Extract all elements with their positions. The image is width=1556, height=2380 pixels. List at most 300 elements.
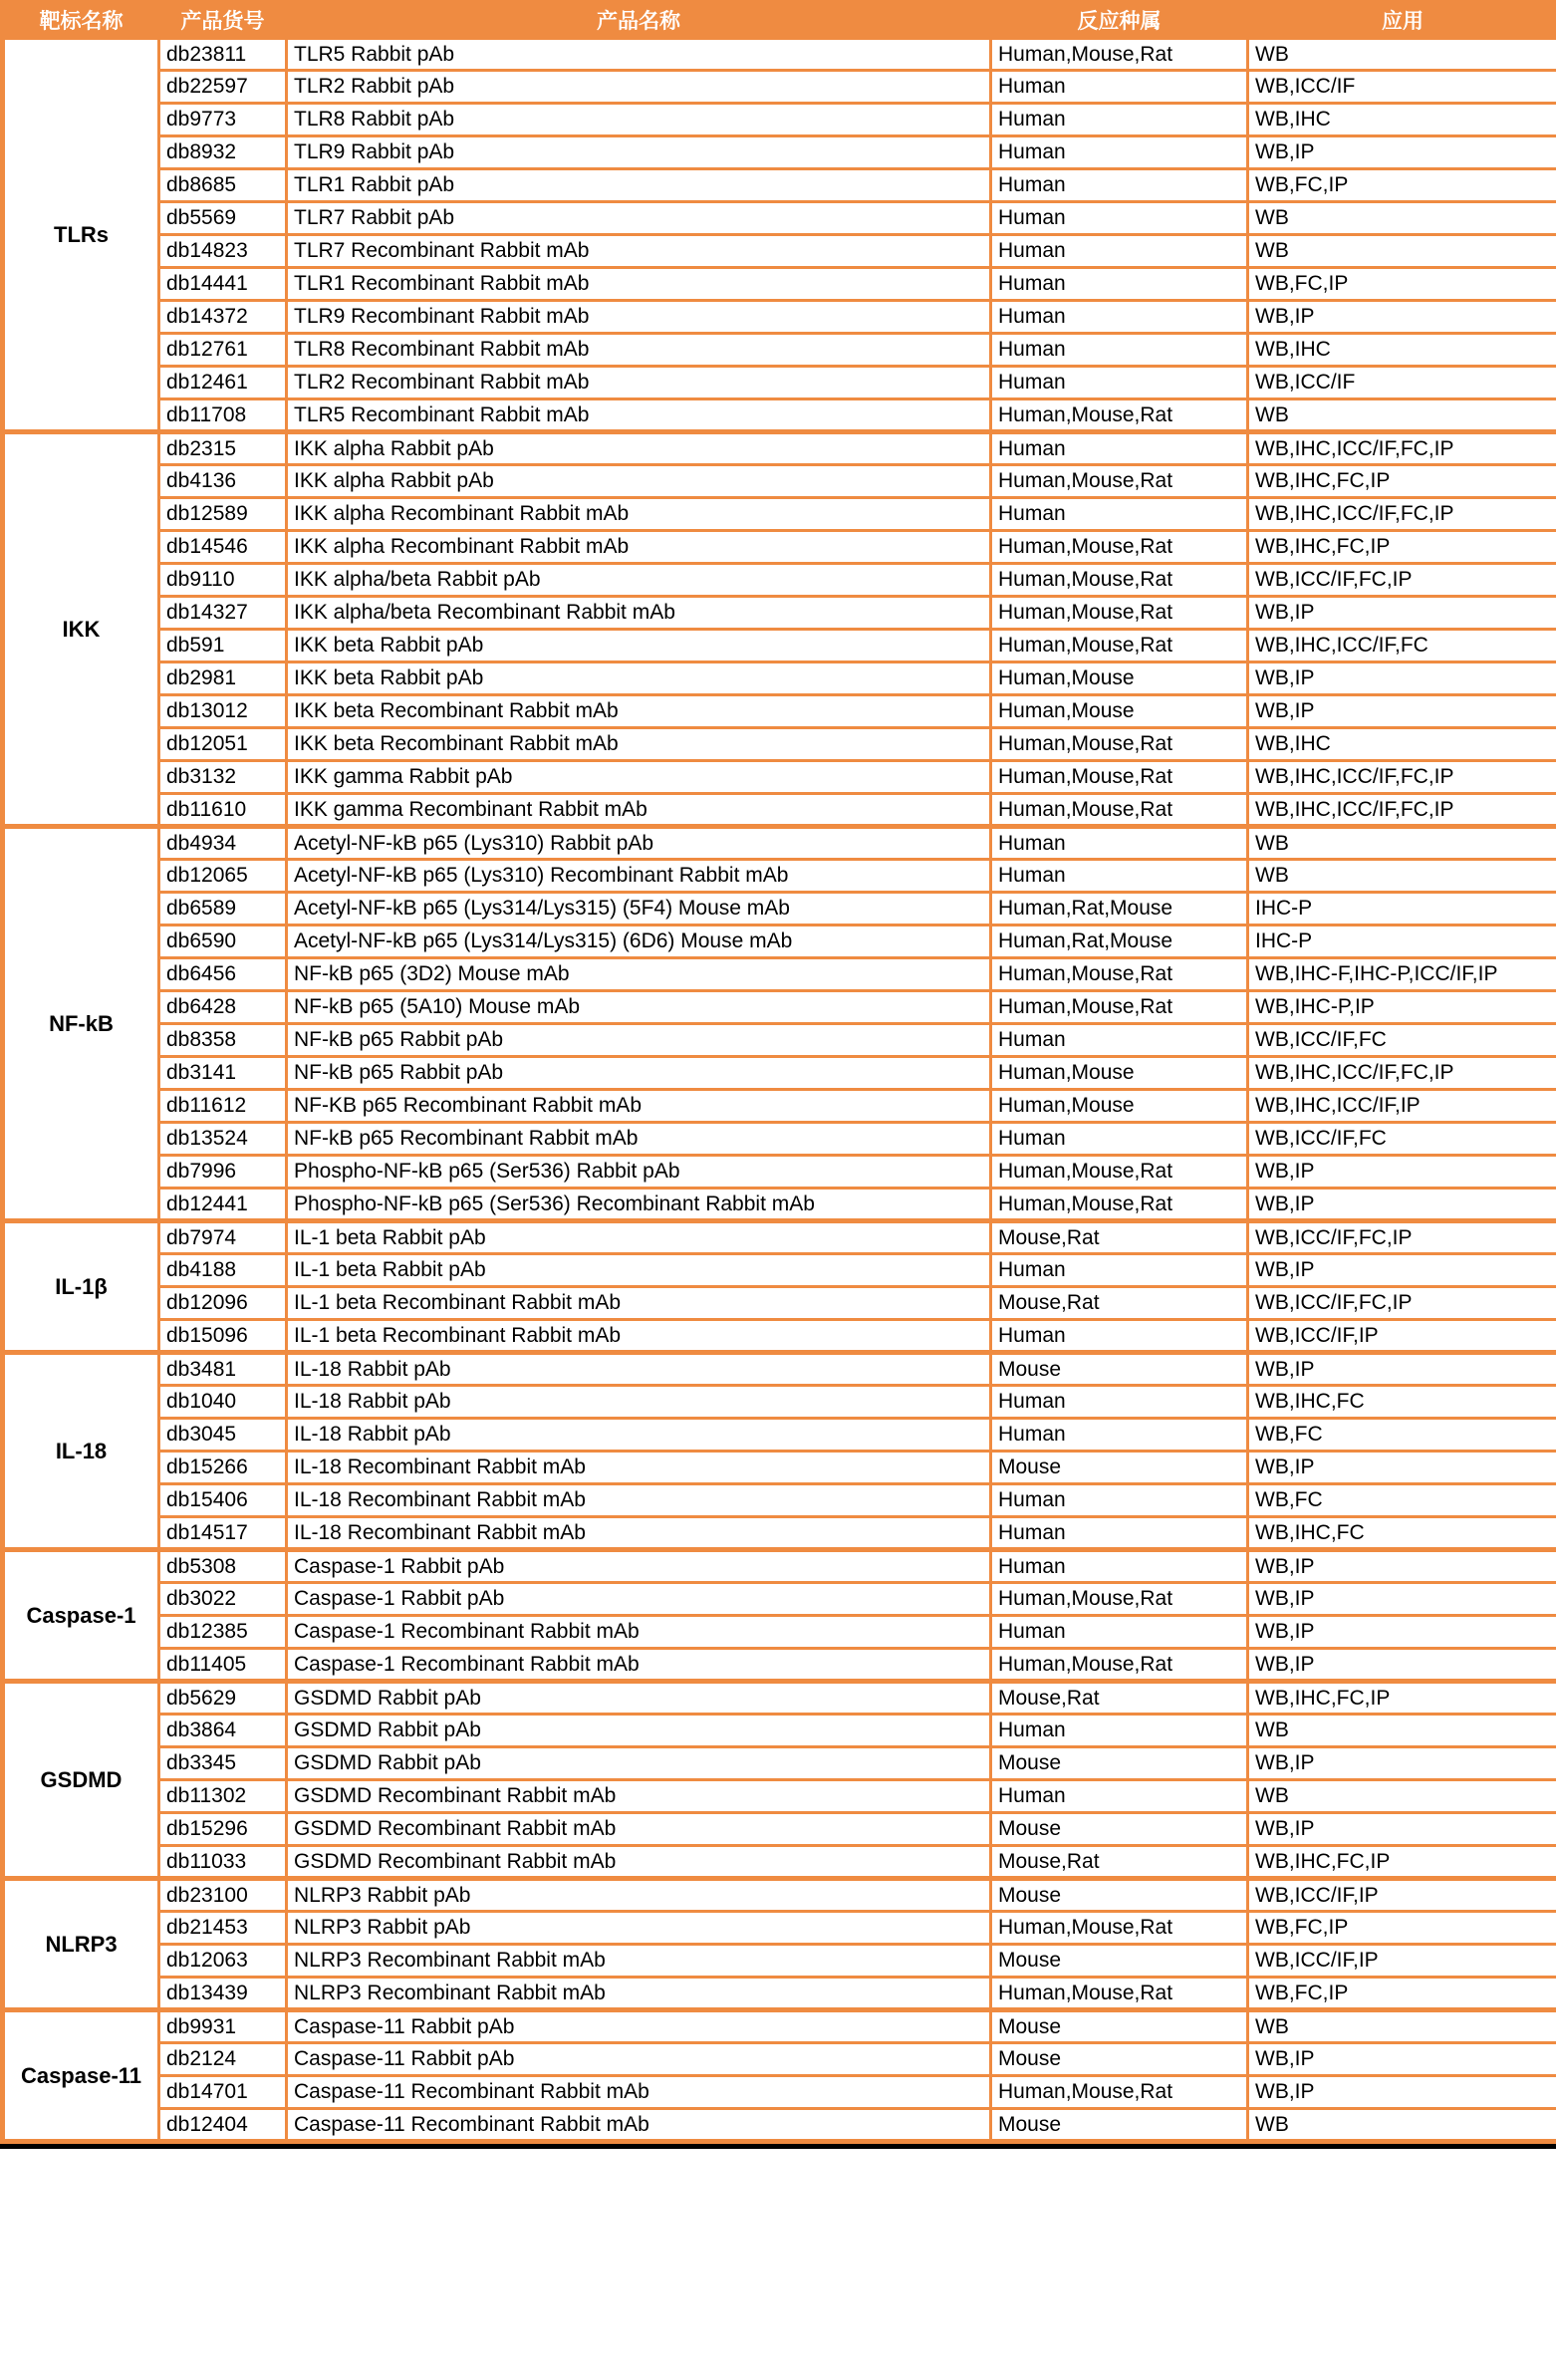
cell-product-code: db2981 — [159, 662, 287, 695]
cell-applications: WB — [1248, 1715, 1556, 1747]
cell-product-code: db3045 — [159, 1419, 287, 1452]
cell-applications: WB,IP — [1248, 662, 1556, 695]
cell-product-code: db15096 — [159, 1320, 287, 1353]
cell-product-code: db12096 — [159, 1287, 287, 1320]
cell-applications: WB,ICC/IF,FC — [1248, 1123, 1556, 1156]
cell-applications: WB — [1248, 2109, 1556, 2142]
cell-applications: WB,FC,IP — [1248, 268, 1556, 301]
cell-species: Mouse — [991, 1945, 1248, 1978]
table-row — [3, 1879, 1556, 1912]
cell-species: Human,Mouse — [991, 1090, 1248, 1123]
cell-product-name: IKK alpha Rabbit pAb — [287, 465, 991, 498]
cell-applications: WB,IP — [1248, 1616, 1556, 1649]
cell-species: Mouse,Rat — [991, 1682, 1248, 1715]
group-label-cell: GSDMD — [3, 1682, 159, 1879]
cell-species: Human — [991, 367, 1248, 399]
table-row — [3, 1254, 1556, 1287]
cell-product-name: GSDMD Recombinant Rabbit mAb — [287, 1813, 991, 1846]
cell-applications: WB,ICC/IF — [1248, 367, 1556, 399]
cell-product-code: db14327 — [159, 597, 287, 630]
cell-product-name: IL-18 Rabbit pAb — [287, 1386, 991, 1419]
cell-product-name: NLRP3 Recombinant Rabbit mAb — [287, 1978, 991, 2010]
cell-applications: WB,FC — [1248, 1484, 1556, 1517]
cell-product-name: Acetyl-NF-kB p65 (Lys310) Rabbit pAb — [287, 827, 991, 860]
cell-product-name: Acetyl-NF-kB p65 (Lys314/Lys315) (5F4) Mouse mAb — [287, 893, 991, 926]
cell-species: Mouse,Rat — [991, 1287, 1248, 1320]
cell-applications: WB,IP — [1248, 1156, 1556, 1189]
cell-applications: WB,ICC/IF,FC,IP — [1248, 564, 1556, 597]
cell-species: Human — [991, 1254, 1248, 1287]
table-row — [3, 465, 1556, 498]
table-row — [3, 1813, 1556, 1846]
bottom-edge-line — [0, 2144, 1556, 2149]
cell-product-code: db15296 — [159, 1813, 287, 1846]
cell-applications: WB,IHC,FC — [1248, 1517, 1556, 1550]
table-row — [3, 1024, 1556, 1057]
cell-product-code: db23811 — [159, 38, 287, 71]
cell-species: Human — [991, 498, 1248, 531]
cell-product-name: IL-18 Recombinant Rabbit mAb — [287, 1484, 991, 1517]
cell-product-name: IKK alpha Rabbit pAb — [287, 432, 991, 465]
cell-applications: WB — [1248, 235, 1556, 268]
cell-product-code: db11612 — [159, 1090, 287, 1123]
cell-species: Mouse — [991, 1813, 1248, 1846]
cell-species: Human,Rat,Mouse — [991, 893, 1248, 926]
cell-species: Human,Mouse,Rat — [991, 597, 1248, 630]
cell-species: Human — [991, 1715, 1248, 1747]
cell-applications: WB,IHC,FC,IP — [1248, 1682, 1556, 1715]
cell-product-name: IKK alpha/beta Recombinant Rabbit mAb — [287, 597, 991, 630]
cell-product-name: TLR2 Rabbit pAb — [287, 71, 991, 104]
table-row — [3, 71, 1556, 104]
cell-species: Human,Mouse,Rat — [991, 1649, 1248, 1682]
cell-product-name: TLR7 Recombinant Rabbit mAb — [287, 235, 991, 268]
table-row — [3, 2043, 1556, 2076]
cell-product-name: Caspase-11 Rabbit pAb — [287, 2010, 991, 2043]
cell-species: Human — [991, 1386, 1248, 1419]
header-cell-2: 产品名称 — [287, 3, 991, 38]
cell-product-code: db4136 — [159, 465, 287, 498]
cell-product-code: db13012 — [159, 695, 287, 728]
cell-product-code: db11033 — [159, 1846, 287, 1879]
cell-product-code: db22597 — [159, 71, 287, 104]
cell-product-name: Caspase-11 Recombinant Rabbit mAb — [287, 2109, 991, 2142]
cell-species: Mouse — [991, 1879, 1248, 1912]
cell-applications: WB,ICC/IF,FC,IP — [1248, 1221, 1556, 1254]
cell-product-code: db2315 — [159, 432, 287, 465]
group-label-cell: Caspase-1 — [3, 1550, 159, 1682]
cell-product-name: GSDMD Rabbit pAb — [287, 1715, 991, 1747]
cell-product-name: TLR8 Rabbit pAb — [287, 104, 991, 136]
table-row — [3, 1419, 1556, 1452]
cell-species: Human — [991, 136, 1248, 169]
table-row — [3, 38, 1556, 71]
cell-applications: WB,ICC/IF,IP — [1248, 1320, 1556, 1353]
cell-product-code: db14372 — [159, 301, 287, 334]
cell-product-code: db5569 — [159, 202, 287, 235]
cell-product-name: IKK beta Recombinant Rabbit mAb — [287, 728, 991, 761]
table-row — [3, 728, 1556, 761]
cell-product-code: db12589 — [159, 498, 287, 531]
cell-product-name: IKK alpha Recombinant Rabbit mAb — [287, 531, 991, 564]
cell-product-code: db13439 — [159, 1978, 287, 2010]
table-row — [3, 564, 1556, 597]
cell-product-name: IL-1 beta Recombinant Rabbit mAb — [287, 1287, 991, 1320]
cell-product-code: db14823 — [159, 235, 287, 268]
table-row — [3, 695, 1556, 728]
cell-product-code: db12065 — [159, 860, 287, 893]
cell-species: Mouse,Rat — [991, 1846, 1248, 1879]
cell-product-code: db3481 — [159, 1353, 287, 1386]
group-label-cell: TLRs — [3, 38, 159, 432]
table-row — [3, 827, 1556, 860]
cell-product-name: Phospho-NF-kB p65 (Ser536) Recombinant Rabbit mAb — [287, 1189, 991, 1221]
cell-applications: WB,IHC,ICC/IF,FC,IP — [1248, 498, 1556, 531]
table-header-row — [3, 3, 1556, 38]
table-row — [3, 1912, 1556, 1945]
table-row — [3, 202, 1556, 235]
table-row — [3, 958, 1556, 991]
cell-product-code: db591 — [159, 630, 287, 662]
cell-species: Human,Mouse,Rat — [991, 1189, 1248, 1221]
cell-product-name: IL-18 Recombinant Rabbit mAb — [287, 1452, 991, 1484]
cell-applications: WB,IP — [1248, 1747, 1556, 1780]
cell-product-code: db15406 — [159, 1484, 287, 1517]
cell-product-code: db12051 — [159, 728, 287, 761]
cell-species: Human — [991, 1780, 1248, 1813]
cell-product-code: db3141 — [159, 1057, 287, 1090]
cell-product-code: db8358 — [159, 1024, 287, 1057]
table-row — [3, 1287, 1556, 1320]
cell-product-name: GSDMD Recombinant Rabbit mAb — [287, 1846, 991, 1879]
cell-product-name: NF-kB p65 Rabbit pAb — [287, 1024, 991, 1057]
cell-species: Human,Mouse — [991, 695, 1248, 728]
table-row — [3, 794, 1556, 827]
cell-product-code: db12441 — [159, 1189, 287, 1221]
cell-product-code: db7996 — [159, 1156, 287, 1189]
table-row — [3, 1583, 1556, 1616]
table-row — [3, 1780, 1556, 1813]
cell-applications: WB,IHC-F,IHC-P,ICC/IF,IP — [1248, 958, 1556, 991]
cell-product-name: NF-kB p65 (5A10) Mouse mAb — [287, 991, 991, 1024]
cell-species: Human — [991, 860, 1248, 893]
table-row — [3, 1484, 1556, 1517]
table-row — [3, 301, 1556, 334]
cell-product-name: IL-1 beta Rabbit pAb — [287, 1254, 991, 1287]
table-row — [3, 1682, 1556, 1715]
cell-applications: WB,IHC,ICC/IF,IP — [1248, 1090, 1556, 1123]
cell-species: Human,Mouse,Rat — [991, 564, 1248, 597]
cell-applications: WB,ICC/IF,FC,IP — [1248, 1287, 1556, 1320]
cell-product-code: db1040 — [159, 1386, 287, 1419]
table-body — [3, 38, 1556, 2142]
table-row — [3, 991, 1556, 1024]
cell-product-name: NF-KB p65 Recombinant Rabbit mAb — [287, 1090, 991, 1123]
cell-product-name: NF-kB p65 Recombinant Rabbit mAb — [287, 1123, 991, 1156]
cell-product-name: Caspase-1 Recombinant Rabbit mAb — [287, 1616, 991, 1649]
table-row — [3, 1189, 1556, 1221]
cell-applications: WB — [1248, 1780, 1556, 1813]
table-row — [3, 235, 1556, 268]
cell-applications: WB,IHC,ICC/IF,FC,IP — [1248, 794, 1556, 827]
cell-applications: WB,IP — [1248, 2076, 1556, 2109]
cell-species: Mouse — [991, 1452, 1248, 1484]
cell-product-code: db4934 — [159, 827, 287, 860]
cell-product-name: Caspase-1 Recombinant Rabbit mAb — [287, 1649, 991, 1682]
cell-product-code: db9931 — [159, 2010, 287, 2043]
cell-applications: WB — [1248, 38, 1556, 71]
cell-product-code: db9773 — [159, 104, 287, 136]
cell-product-name: TLR1 Rabbit pAb — [287, 169, 991, 202]
cell-product-code: db6590 — [159, 926, 287, 958]
cell-product-code: db6428 — [159, 991, 287, 1024]
cell-species: Mouse — [991, 2043, 1248, 2076]
cell-species: Human,Mouse,Rat — [991, 630, 1248, 662]
cell-product-name: TLR9 Recombinant Rabbit mAb — [287, 301, 991, 334]
cell-species: Human,Mouse,Rat — [991, 399, 1248, 432]
cell-product-code: db12385 — [159, 1616, 287, 1649]
cell-product-name: NF-kB p65 Rabbit pAb — [287, 1057, 991, 1090]
cell-product-name: NLRP3 Recombinant Rabbit mAb — [287, 1945, 991, 1978]
table-row — [3, 367, 1556, 399]
cell-product-code: db2124 — [159, 2043, 287, 2076]
cell-product-code: db3345 — [159, 1747, 287, 1780]
cell-applications: WB,IHC,FC,IP — [1248, 531, 1556, 564]
table-row — [3, 1386, 1556, 1419]
cell-species: Human,Mouse,Rat — [991, 991, 1248, 1024]
cell-species: Human — [991, 1517, 1248, 1550]
cell-product-name: IKK beta Rabbit pAb — [287, 662, 991, 695]
cell-product-code: db6456 — [159, 958, 287, 991]
cell-species: Human,Mouse,Rat — [991, 1978, 1248, 2010]
cell-product-code: db8685 — [159, 169, 287, 202]
cell-product-name: IKK beta Recombinant Rabbit mAb — [287, 695, 991, 728]
cell-product-name: IL-1 beta Recombinant Rabbit mAb — [287, 1320, 991, 1353]
cell-product-name: Caspase-11 Recombinant Rabbit mAb — [287, 2076, 991, 2109]
cell-product-name: GSDMD Recombinant Rabbit mAb — [287, 1780, 991, 1813]
group-label-cell: IKK — [3, 432, 159, 827]
table-row — [3, 399, 1556, 432]
cell-species: Human — [991, 169, 1248, 202]
cell-product-name: Caspase-1 Rabbit pAb — [287, 1583, 991, 1616]
cell-species: Human,Mouse,Rat — [991, 1583, 1248, 1616]
cell-product-name: NLRP3 Rabbit pAb — [287, 1912, 991, 1945]
table-row — [3, 1945, 1556, 1978]
cell-product-name: GSDMD Rabbit pAb — [287, 1682, 991, 1715]
table-row — [3, 1452, 1556, 1484]
cell-species: Human — [991, 202, 1248, 235]
table-row — [3, 893, 1556, 926]
table-row — [3, 1846, 1556, 1879]
cell-product-name: TLR7 Rabbit pAb — [287, 202, 991, 235]
table-row — [3, 926, 1556, 958]
table-row — [3, 531, 1556, 564]
cell-species: Human,Mouse,Rat — [991, 761, 1248, 794]
cell-product-name: Acetyl-NF-kB p65 (Lys310) Recombinant Rabbit mAb — [287, 860, 991, 893]
table-row — [3, 268, 1556, 301]
cell-applications: WB,IHC,ICC/IF,FC,IP — [1248, 761, 1556, 794]
cell-species: Human,Mouse,Rat — [991, 958, 1248, 991]
table-row — [3, 630, 1556, 662]
cell-applications: WB,IHC,ICC/IF,FC,IP — [1248, 1057, 1556, 1090]
cell-product-code: db4188 — [159, 1254, 287, 1287]
cell-product-code: db14517 — [159, 1517, 287, 1550]
cell-product-code: db21453 — [159, 1912, 287, 1945]
cell-applications: WB,ICC/IF,FC — [1248, 1024, 1556, 1057]
cell-species: Human — [991, 1616, 1248, 1649]
cell-species: Human — [991, 1024, 1248, 1057]
table-row — [3, 662, 1556, 695]
table-row — [3, 1057, 1556, 1090]
header-cell-1: 产品货号 — [159, 3, 287, 38]
cell-applications: WB,FC — [1248, 1419, 1556, 1452]
cell-product-name: TLR9 Rabbit pAb — [287, 136, 991, 169]
table-row — [3, 1353, 1556, 1386]
cell-product-code: db9110 — [159, 564, 287, 597]
cell-product-code: db13524 — [159, 1123, 287, 1156]
cell-species: Human — [991, 301, 1248, 334]
cell-species: Human — [991, 1550, 1248, 1583]
cell-applications: WB,IP — [1248, 1452, 1556, 1484]
cell-applications: WB,IHC-P,IP — [1248, 991, 1556, 1024]
cell-species: Human — [991, 268, 1248, 301]
cell-product-code: db23100 — [159, 1879, 287, 1912]
table-row — [3, 1517, 1556, 1550]
table-row — [3, 860, 1556, 893]
cell-product-code: db5308 — [159, 1550, 287, 1583]
cell-product-code: db11610 — [159, 794, 287, 827]
cell-species: Human — [991, 1320, 1248, 1353]
table-row — [3, 169, 1556, 202]
cell-product-code: db5629 — [159, 1682, 287, 1715]
cell-applications: WB,IP — [1248, 1189, 1556, 1221]
cell-product-code: db12404 — [159, 2109, 287, 2142]
cell-applications: WB,IHC — [1248, 334, 1556, 367]
cell-species: Mouse — [991, 1353, 1248, 1386]
cell-species: Human — [991, 71, 1248, 104]
cell-product-code: db14546 — [159, 531, 287, 564]
cell-applications: WB,IP — [1248, 695, 1556, 728]
table-row — [3, 1123, 1556, 1156]
cell-applications: WB,FC,IP — [1248, 169, 1556, 202]
cell-applications: WB,IP — [1248, 2043, 1556, 2076]
table-row — [3, 1090, 1556, 1123]
table-row — [3, 1649, 1556, 1682]
cell-product-name: IL-1 beta Rabbit pAb — [287, 1221, 991, 1254]
cell-product-name: IL-18 Rabbit pAb — [287, 1419, 991, 1452]
cell-species: Human,Mouse — [991, 662, 1248, 695]
cell-applications: WB,ICC/IF — [1248, 71, 1556, 104]
cell-product-name: GSDMD Rabbit pAb — [287, 1747, 991, 1780]
header-cell-0: 靶标名称 — [3, 3, 159, 38]
cell-species: Human,Mouse,Rat — [991, 38, 1248, 71]
cell-species: Mouse — [991, 2109, 1248, 2142]
group-label-cell: NF-kB — [3, 827, 159, 1221]
table-row — [3, 1550, 1556, 1583]
cell-species: Human,Mouse,Rat — [991, 531, 1248, 564]
cell-product-name: Acetyl-NF-kB p65 (Lys314/Lys315) (6D6) Mouse mAb — [287, 926, 991, 958]
table-row — [3, 1978, 1556, 2010]
cell-product-code: db8932 — [159, 136, 287, 169]
cell-applications: WB — [1248, 202, 1556, 235]
cell-applications: WB,IHC,FC,IP — [1248, 465, 1556, 498]
cell-product-code: db12761 — [159, 334, 287, 367]
table-row — [3, 1715, 1556, 1747]
cell-applications: WB,IP — [1248, 597, 1556, 630]
cell-species: Human — [991, 827, 1248, 860]
cell-applications: WB,IP — [1248, 301, 1556, 334]
table-row — [3, 2010, 1556, 2043]
table-row — [3, 432, 1556, 465]
cell-species: Human,Mouse,Rat — [991, 794, 1248, 827]
cell-product-name: NLRP3 Rabbit pAb — [287, 1879, 991, 1912]
table-row — [3, 334, 1556, 367]
table-row — [3, 1747, 1556, 1780]
cell-species: Human,Mouse — [991, 1057, 1248, 1090]
group-label-cell: IL-1β — [3, 1221, 159, 1353]
cell-product-name: Caspase-1 Rabbit pAb — [287, 1550, 991, 1583]
cell-applications: IHC-P — [1248, 926, 1556, 958]
cell-product-code: db11708 — [159, 399, 287, 432]
group-label-cell: Caspase-11 — [3, 2010, 159, 2142]
cell-species: Human — [991, 432, 1248, 465]
cell-applications: WB,FC,IP — [1248, 1978, 1556, 2010]
table-row — [3, 1320, 1556, 1353]
cell-species: Human,Mouse,Rat — [991, 465, 1248, 498]
table-row — [3, 1221, 1556, 1254]
cell-product-code: db12063 — [159, 1945, 287, 1978]
cell-species: Human,Rat,Mouse — [991, 926, 1248, 958]
cell-product-name: IKK alpha Recombinant Rabbit mAb — [287, 498, 991, 531]
cell-applications: WB,IHC,ICC/IF,FC — [1248, 630, 1556, 662]
cell-applications: WB — [1248, 399, 1556, 432]
cell-product-code: db6589 — [159, 893, 287, 926]
cell-species: Human,Mouse,Rat — [991, 1912, 1248, 1945]
cell-applications: WB — [1248, 2010, 1556, 2043]
cell-applications: WB,IHC,FC — [1248, 1386, 1556, 1419]
cell-product-code: db15266 — [159, 1452, 287, 1484]
cell-applications: IHC-P — [1248, 893, 1556, 926]
cell-applications: WB,IP — [1248, 1254, 1556, 1287]
header-cell-4: 应用 — [1248, 3, 1556, 38]
cell-applications: WB,IHC,ICC/IF,FC,IP — [1248, 432, 1556, 465]
table-row — [3, 761, 1556, 794]
cell-product-name: TLR8 Recombinant Rabbit mAb — [287, 334, 991, 367]
cell-applications: WB,IP — [1248, 1649, 1556, 1682]
cell-species: Human — [991, 1484, 1248, 1517]
cell-species: Human,Mouse,Rat — [991, 728, 1248, 761]
cell-product-name: IL-18 Rabbit pAb — [287, 1353, 991, 1386]
cell-product-name: NF-kB p65 (3D2) Mouse mAb — [287, 958, 991, 991]
cell-product-name: IKK alpha/beta Rabbit pAb — [287, 564, 991, 597]
cell-applications: WB,IP — [1248, 1583, 1556, 1616]
table-row — [3, 1616, 1556, 1649]
cell-species: Mouse — [991, 2010, 1248, 2043]
table-row — [3, 136, 1556, 169]
cell-product-name: TLR2 Recombinant Rabbit mAb — [287, 367, 991, 399]
cell-species: Human,Mouse,Rat — [991, 2076, 1248, 2109]
table-row — [3, 2076, 1556, 2109]
cell-product-code: db11302 — [159, 1780, 287, 1813]
cell-product-code: db11405 — [159, 1649, 287, 1682]
cell-species: Human — [991, 104, 1248, 136]
cell-product-name: TLR1 Recombinant Rabbit mAb — [287, 268, 991, 301]
cell-applications: WB — [1248, 860, 1556, 893]
cell-applications: WB,FC,IP — [1248, 1912, 1556, 1945]
cell-product-code: db3022 — [159, 1583, 287, 1616]
cell-applications: WB,IP — [1248, 1353, 1556, 1386]
cell-product-name: IKK beta Rabbit pAb — [287, 630, 991, 662]
